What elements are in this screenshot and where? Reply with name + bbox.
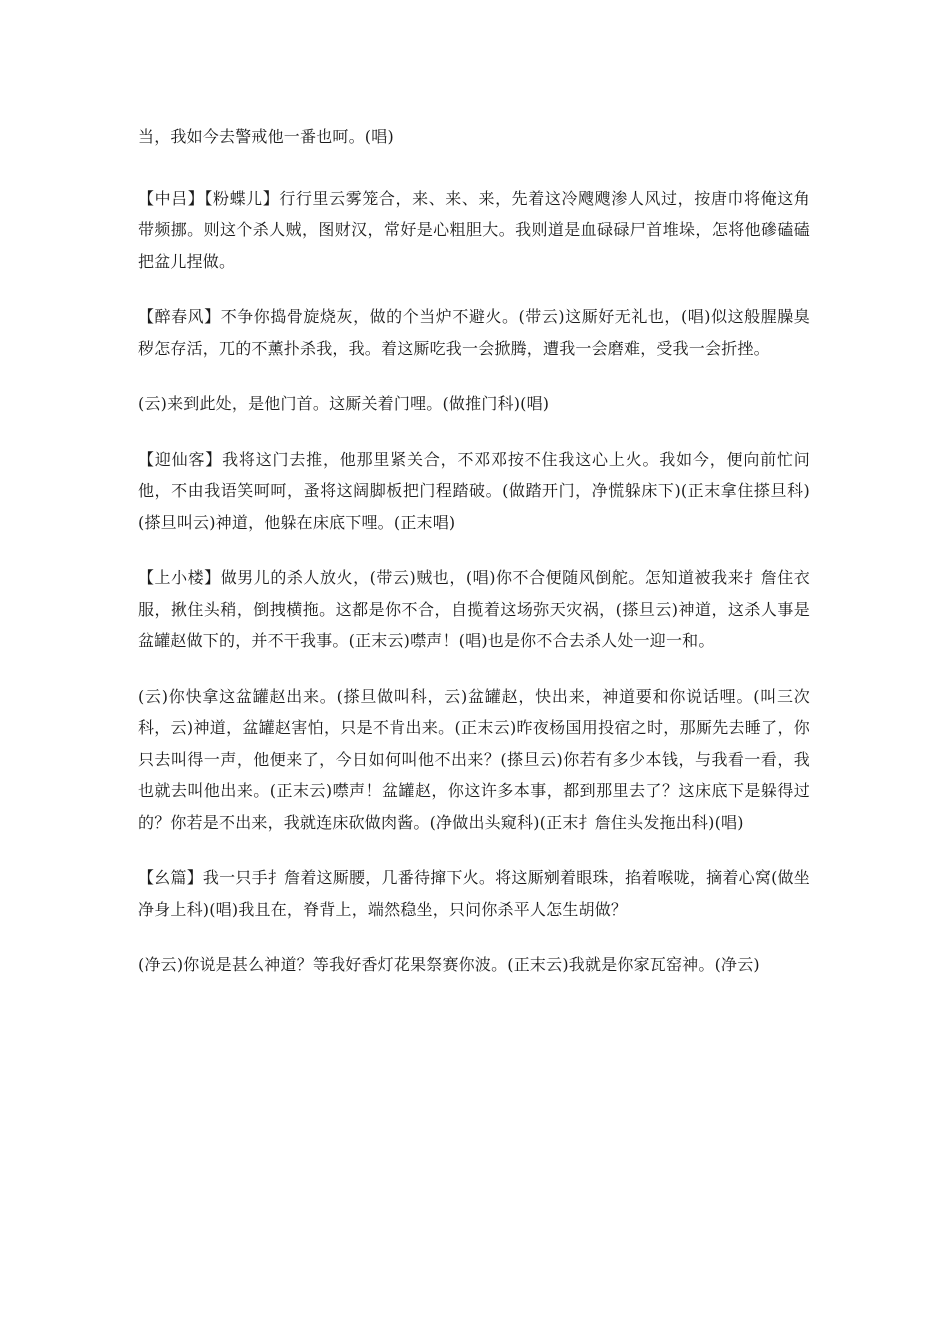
paragraph: 【上小楼】做男儿的杀人放火，(带云)贼也，(唱)你不合便随风倒舵。怎知道被我来扌詹住衣服，揪住头稍，倒拽横拖。这都是你不合，自揽着这场弥天灾祸，(搽旦云)神道，这杀人事是盆罐赵做下的，并不干我事。(正末云)噤声！(唱)也是你不合去杀人处一迎一和。 <box>138 568 810 650</box>
paragraph: 【幺篇】我一只手扌詹着这厮腰，几番待撺下火。将这厮剜着眼珠，掐着喉咙，摘着心窝(做坐净身上科)(唱)我且在，脊背上，端然稳坐，只问你杀平人怎生胡做？ <box>138 868 810 919</box>
paragraph: 【中吕】【粉蝶儿】行行里云雾笼合，来、来、来，先着这冷飕飕渗人风过，按唐巾将俺这角带频挪。则这个杀人贼，图财汉，常好是心粗胆大。我则道是血碌碌尸首堆垛，怎将他磣磕磕把盆儿捏做。 <box>138 188 810 271</box>
document-page <box>138 121 810 1005</box>
paragraph: (云)你快拿这盆罐赵出来。(搽旦做叫科，云)盆罐赵，快出来，神道要和你说话哩。(叫三次科，云)神道，盆罐赵害怕，只是不肯出来。(正末云)昨夜杨国用投宿之时，那厮先去睡了，你只去叫得一声，他便来了，今日如何叫他不出来？(搽旦云)你若有多少本钱，与我看一看，我也就去叫他出来。(正末云)噤声！盆罐赵，你这许多本事，都到那里去了？这床底下是躲得过的？你若是不出来，我就连床砍做肉酱。(净做出头窥科)(正末扌詹住头发拖出科)(唱) <box>138 686 810 832</box>
paragraph: (净云)你说是甚么神道？等我好香灯花果祭赛你波。(正末云)我就是你家瓦窑神。(净云) <box>138 955 760 974</box>
paragraph: 当，我如今去警戒他一番也呵。(唱) <box>138 127 394 146</box>
paragraph: (云)来到此处，是他门首。这厮关着门哩。(做推门科)(唱) <box>138 394 550 413</box>
paragraph: 【迎仙客】我将这门去推，他那里紧关合，不邓邓按不住我这心上火。我如今，便向前忙问他，不由我语笑呵呵，蚤将这阔脚板把门程踏破。(做踏开门，净慌躲床下)(正末拿住搽旦科)(搽旦叫云)神道，他躲在床底下哩。(正末唱) <box>138 449 810 532</box>
paragraph: 【醉春风】不争你捣骨旋烧灰，做的个当炉不避火。(带云)这厮好无礼也，(唱)似这般腥臊臭秽怎存活，兀的不薰扑杀我，我。着这厮吃我一会掀腾，遭我一会磨难，受我一会折挫。 <box>138 307 810 358</box>
